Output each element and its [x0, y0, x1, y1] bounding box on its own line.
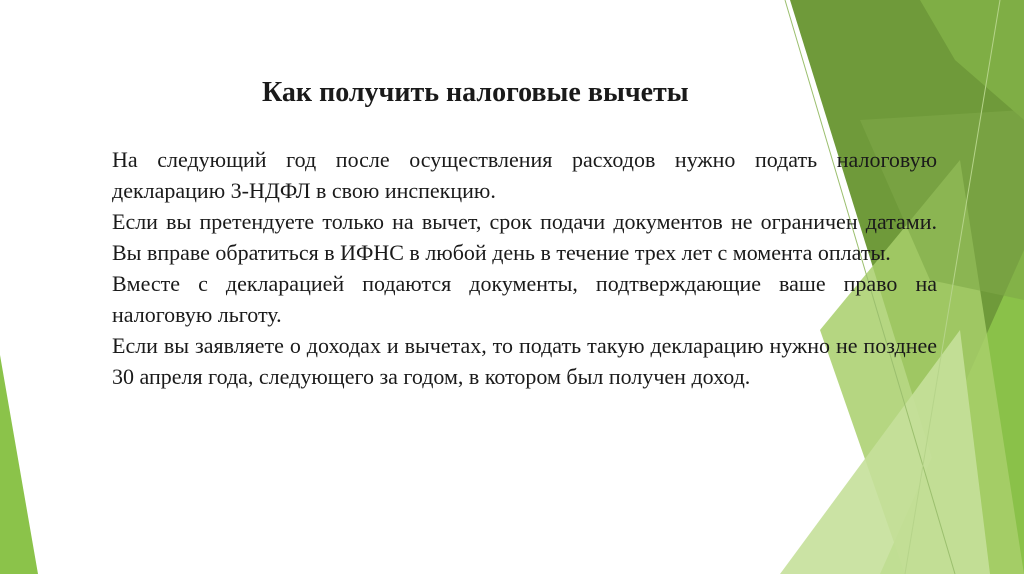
paragraph-2: Если вы претендуете только на вычет, срок подачи документов не ограничен датами. Вы вправе обратиться в ИФНС в любой день в течение трех лет с момента оплаты.: [112, 209, 937, 265]
slide-body: [112, 144, 937, 392]
paragraph-1: На следующий год после осуществления расходов нужно подать налоговую декларацию 3-НДФЛ в свою инспекцию.: [112, 147, 937, 203]
paragraph-4: Если вы заявляете о доходах и вычетах, то подать такую декларацию нужно не позднее 30 апреля года, следующего за годом, в котором был получен доход.: [112, 333, 937, 389]
left-green-strip: [0, 355, 38, 574]
slide-title: Как получить налоговые вычеты: [262, 77, 689, 108]
paragraph-3: Вместе с декларацией подаются документы, подтверждающие ваше право на налоговую льготу.: [112, 271, 937, 327]
